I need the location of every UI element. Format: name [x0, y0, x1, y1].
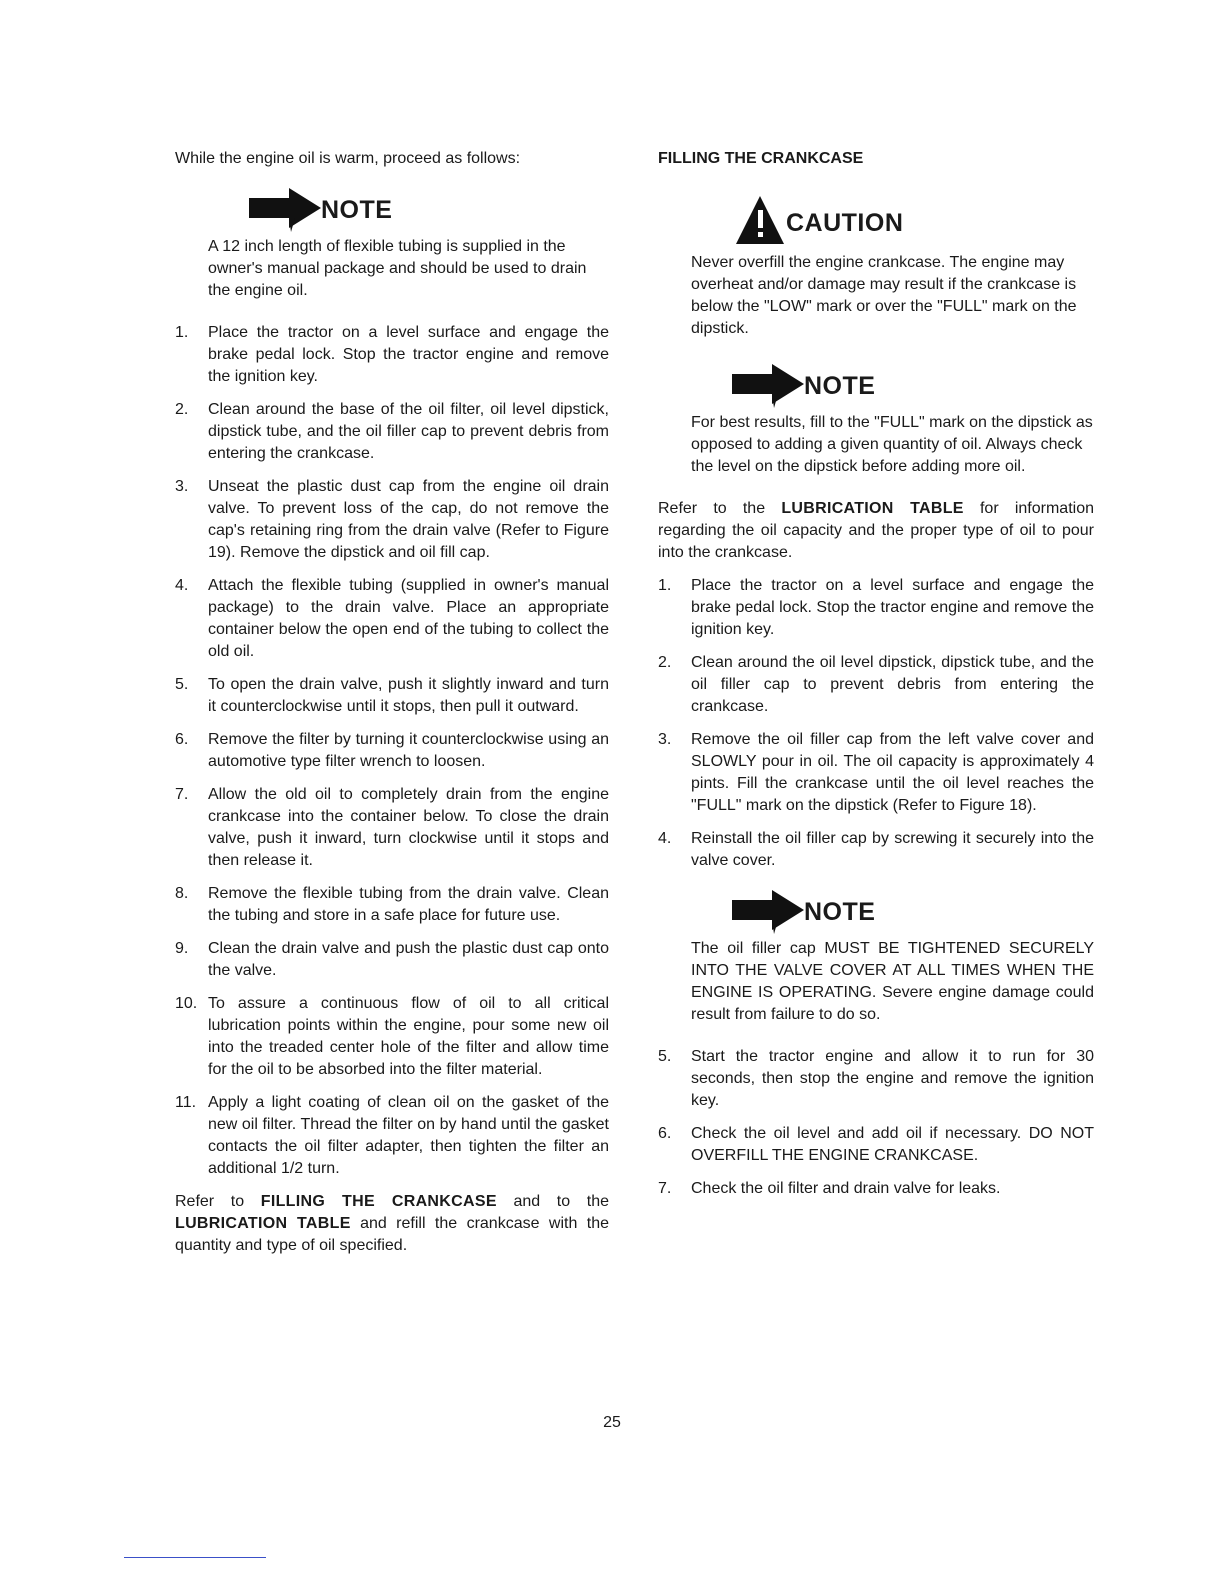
step-item	[175, 729, 609, 773]
step-text: Start the tractor engine and allow it to run for 30 seconds, then stop the engine and remove the ignition key.	[691, 1048, 1094, 1109]
step-number: 7.	[658, 1180, 672, 1197]
note-header	[249, 184, 609, 236]
closing-text: Refer to FILLING THE CRANKCASE and to the LUBRICATION TABLE and refill the crankcase with the quantity and type of oil specified.	[175, 1193, 610, 1254]
step-number: 1.	[658, 577, 672, 594]
step-text: Place the tractor on a level surface and engage the brake pedal lock. Stop the tractor engine and remove the ignition key.	[691, 577, 1094, 638]
step-number: 4.	[658, 830, 672, 847]
caution-header	[736, 194, 1094, 252]
step-item	[175, 322, 609, 388]
step-number: 8.	[175, 885, 189, 902]
step-text: Place the tractor on a level surface and engage the brake pedal lock. Stop the tractor engine and remove the ignition key.	[208, 324, 609, 385]
caution-text: Never overfill the engine crankcase. The engine may overheat and/or damage may result if the crankcase is below the "LOW" mark or over the "FULL" mark on the dipstick.	[691, 254, 1077, 337]
step-text: Allow the old oil to completely drain from the engine crankcase into the container below. To close the drain valve, push it inward, turn clockwise until it stops and then release it.	[208, 786, 609, 869]
step-item	[175, 993, 609, 1081]
note-label: NOTE	[321, 196, 393, 224]
fill-steps-list	[658, 575, 1094, 872]
footer-rule	[124, 1557, 266, 1558]
step-number: 2.	[175, 401, 189, 418]
note-text: The oil filler cap MUST BE TIGHTENED SECURELY INTO THE VALVE COVER AT ALL TIMES WHEN THE ENGINE IS OPERATING. Severe engine damage could result from failure to do so.	[691, 940, 1094, 1023]
step-text: Clean around the oil level dipstick, dipstick tube, and the oil filler cap to prevent debris from entering the crankcase.	[691, 654, 1094, 715]
caution-label: CAUTION	[786, 209, 904, 237]
step-text: Reinstall the oil filler cap by screwing it securely into the valve cover.	[691, 830, 1094, 869]
fill-steps-list-continued	[658, 1046, 1094, 1200]
step-text: To assure a continuous flow of oil to all critical lubrication points within the engine, pour some new oil into the treaded center hole of the filter and allow time for the oil to be absorbed into the filter material.	[208, 995, 609, 1078]
step-item	[175, 575, 609, 663]
step-item	[658, 1178, 1094, 1200]
step-number: 10.	[175, 995, 198, 1012]
step-item	[175, 784, 609, 872]
step-text: Clean the drain valve and push the plastic dust cap onto the valve.	[208, 940, 609, 979]
step-text: To open the drain valve, push it slightly inward and turn it counterclockwise until it stops, then pull it outward.	[208, 676, 609, 715]
step-number: 5.	[175, 676, 189, 693]
ref-lubrication-table: LUBRICATION TABLE	[781, 500, 964, 517]
step-text: Clean around the base of the oil filter, oil level dipstick, dipstick tube, and the oil filler cap to prevent debris from entering the crankcase.	[208, 401, 609, 462]
intro-text: While the engine oil is warm, proceed as follows:	[175, 150, 521, 167]
note-header	[732, 886, 1094, 938]
step-item	[658, 828, 1094, 872]
step-number: 1.	[175, 324, 189, 341]
step-item	[658, 729, 1094, 817]
step-text: Remove the oil filler cap from the left valve cover and SLOWLY pour in oil. The oil capacity is approximately 4 pints. Fill the crankcase until the oil level reaches the "FULL" mark on the dipstick (Refer to Figure 18).	[691, 731, 1094, 814]
step-text: Remove the flexible tubing from the drain valve. Clean the tubing and store in a safe place for future use.	[208, 885, 609, 924]
step-number: 11.	[175, 1094, 197, 1111]
ref-filling-crankcase: FILLING THE CRANKCASE	[260, 1193, 497, 1210]
step-number: 6.	[658, 1125, 672, 1142]
reference-text: Refer to the LUBRICATION TABLE for information regarding the oil capacity and the proper type of oil to pour into the crankcase.	[658, 500, 1094, 561]
step-text: Check the oil level and add oil if necessary. DO NOT OVERFILL THE ENGINE CRANKCASE.	[691, 1125, 1094, 1164]
note-label: NOTE	[804, 372, 876, 400]
note-text: For best results, fill to the "FULL" mark on the dipstick as opposed to adding a given quantity of oil. Always check the level on the dipstick before adding more oil.	[691, 414, 1093, 475]
arrow-right-icon	[249, 188, 321, 232]
step-item	[175, 1092, 609, 1180]
step-item	[658, 575, 1094, 641]
ref-lubrication-table: LUBRICATION TABLE	[175, 1215, 351, 1232]
right-column	[658, 148, 1094, 1211]
step-text: Apply a light coating of clean oil on the gasket of the new oil filter. Thread the filter on by hand until the gasket contacts the oil filter adapter, then tighten the filter an additional 1/2 turn.	[208, 1094, 609, 1177]
step-number: 3.	[658, 731, 672, 748]
step-number: 7.	[175, 786, 189, 803]
step-item	[658, 1046, 1094, 1112]
note-text: A 12 inch length of flexible tubing is supplied in the owner's manual package and should be used to drain the engine oil.	[208, 238, 587, 299]
step-number: 9.	[175, 940, 189, 957]
note-header	[732, 360, 1094, 412]
left-column	[175, 148, 609, 1257]
note-label: NOTE	[804, 898, 876, 926]
step-number: 5.	[658, 1048, 672, 1065]
step-number: 4.	[175, 577, 189, 594]
step-item	[175, 883, 609, 927]
step-item	[175, 674, 609, 718]
section-heading: FILLING THE CRANKCASE	[658, 150, 864, 167]
step-number: 2.	[658, 654, 672, 671]
arrow-right-icon	[732, 890, 804, 934]
arrow-right-icon	[732, 364, 804, 408]
step-item	[175, 476, 609, 564]
step-text: Remove the filter by turning it counterclockwise using an automotive type filter wrench to loosen.	[208, 731, 609, 770]
step-text: Unseat the plastic dust cap from the engine oil drain valve. To prevent loss of the cap, do not remove the cap's retaining ring from the drain valve (Refer to Figure 19). Remove the dipstick and oil fill cap.	[208, 478, 609, 561]
page-number: 25	[603, 1414, 621, 1431]
step-number: 6.	[175, 731, 189, 748]
step-item	[175, 399, 609, 465]
step-number: 3.	[175, 478, 189, 495]
step-text: Check the oil filter and drain valve for leaks.	[691, 1180, 1001, 1197]
step-item	[175, 938, 609, 982]
step-item	[658, 1123, 1094, 1167]
step-item	[658, 652, 1094, 718]
drain-steps-list	[175, 322, 609, 1180]
step-text: Attach the flexible tubing (supplied in owner's manual package) to the drain valve. Place an appropriate container below the open end of the tubing to collect the old oil.	[208, 577, 609, 660]
